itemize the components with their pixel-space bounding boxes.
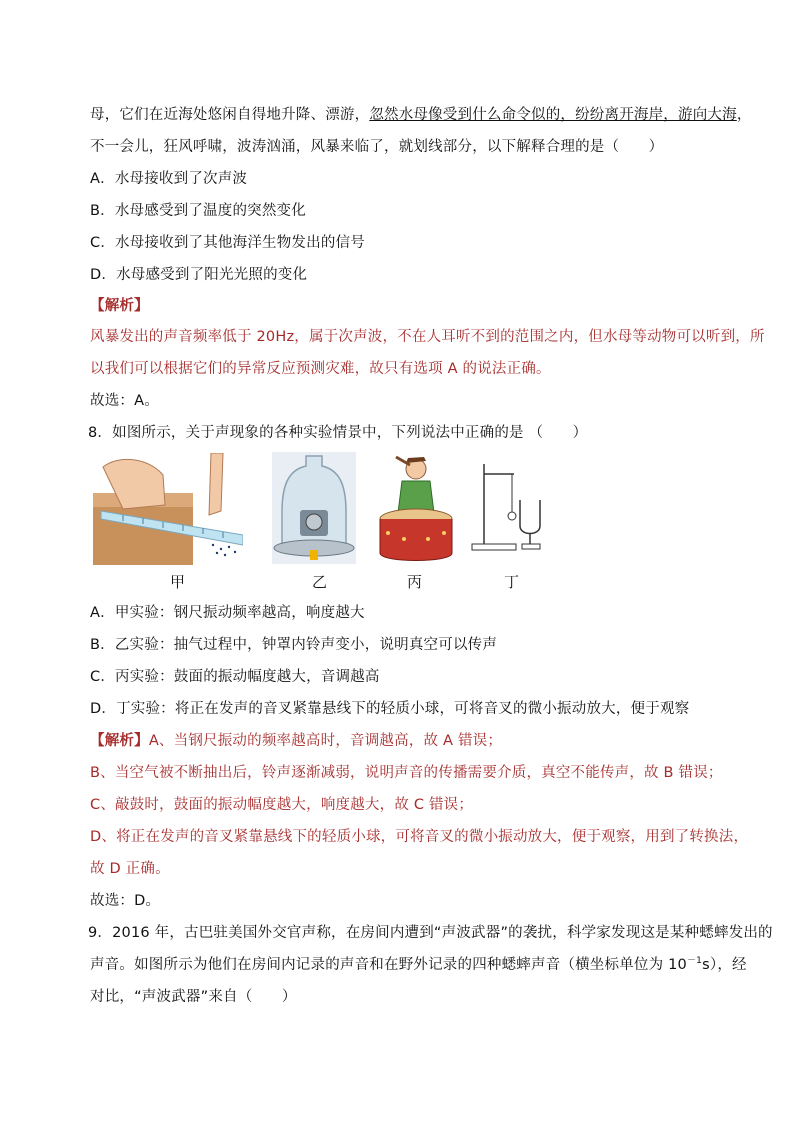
q7-analysis-line2: 以我们可以根据它们的异常反应预测灾难，故只有选项 A 的说法正确。: [90, 361, 551, 377]
ruler-experiment-image: [93, 453, 243, 565]
q8-analysis-line4: D、将正在发声的音叉紧靠悬线下的轻质小球，可将音叉的微小振动放大，便于观察，用到了转换法，: [90, 829, 749, 845]
q7-option-d: D．水母感受到了阳光光照的变化: [90, 267, 308, 283]
q7-answer: 故选：A。: [90, 393, 159, 409]
q7-stem-comma: ，: [736, 107, 752, 123]
q8-analysis-line5: 故 D 正确。: [90, 861, 170, 877]
caption-jia: 甲: [170, 573, 186, 591]
q8-answer: 故选：D。: [90, 893, 161, 909]
q7-stem-text: 母，它们在近海处悠闲自得地升降、漂游，: [90, 107, 370, 123]
q8-option-c: C．丙实验：鼓面的振动幅度越大，音调越高: [90, 669, 380, 685]
q9-stem-text-end: s），经: [702, 957, 747, 973]
caption-ding: 丁: [504, 573, 520, 591]
q7-stem-line1: [90, 103, 752, 124]
caption-bing: 丙: [407, 573, 423, 591]
q8-stem: 8．如图所示，关于声现象的各种实验情景中，下列说法中正确的是 （ ）: [88, 425, 588, 441]
q7-analysis-label: 【解析】: [90, 298, 149, 314]
q7-option-a: A．水母接收到了次声波: [90, 171, 248, 187]
q8-analysis-text: A、当钢尺振动的频率越高时，音调越高，故 A 错误；: [148, 733, 503, 749]
q9-exponent: －1: [686, 956, 703, 967]
q8-option-a: A．甲实验：钢尺振动频率越高，响度越大: [90, 605, 365, 621]
bell-jar-experiment-image: [272, 452, 356, 564]
q9-stem-text: 声音。如图所示为他们在房间内记录的声音和在野外记录的四种蟋蟀声音（横坐标单位为 10: [90, 957, 687, 973]
q8-analysis-line1: [90, 729, 502, 750]
q8-analysis-line2: B、当空气被不断抽出后，铃声逐渐减弱，说明声音的传播需要介质，真空不能传声，故 B 错误；: [90, 765, 723, 781]
q7-option-b: B．水母感受到了温度的突然变化: [90, 203, 306, 219]
tuning-fork-experiment-image: [470, 460, 550, 552]
caption-yi: 乙: [312, 573, 328, 591]
q8-option-b: B．乙实验：抽气过程中，钟罩内铃声变小，说明真空可以传声: [90, 637, 498, 653]
q7-stem-line2: 不一会儿，狂风呼啸，波涛汹涌，风暴来临了，就划线部分，以下解释合理的是（ ）: [90, 139, 664, 155]
q9-stem-line2: [90, 953, 747, 974]
q9-stem-line1: 9．2016 年，古巴驻美国外交官声称，在房间内遭到“声波武器”的袭扰，科学家发现这是某种蟋蟀发出的: [88, 925, 773, 941]
q7-analysis-line1: 风暴发出的声音频率低于 20Hz，属于次声波，不在人耳听不到的范围之内，但水母等动物可以听到，所: [90, 329, 765, 345]
drum-experiment-image: [376, 453, 456, 565]
q7-option-c: C．水母接收到了其他海洋生物发出的信号: [90, 235, 365, 251]
q7-underlined-text: 忽然水母像受到什么命令似的，纷纷离开海岸，游向大海: [369, 107, 737, 123]
q9-stem-line3: 对比，“声波武器”来自（ ）: [90, 989, 297, 1005]
q8-analysis-label: 【解析】: [90, 733, 149, 749]
q8-analysis-line3: C、敲鼓时，鼓面的振动幅度越大，响度越大，故 C 错误；: [90, 797, 474, 813]
q8-option-d: D．丁实验：将正在发声的音叉紧靠悬线下的轻质小球，可将音叉的微小振动放大，便于观察: [90, 701, 690, 717]
